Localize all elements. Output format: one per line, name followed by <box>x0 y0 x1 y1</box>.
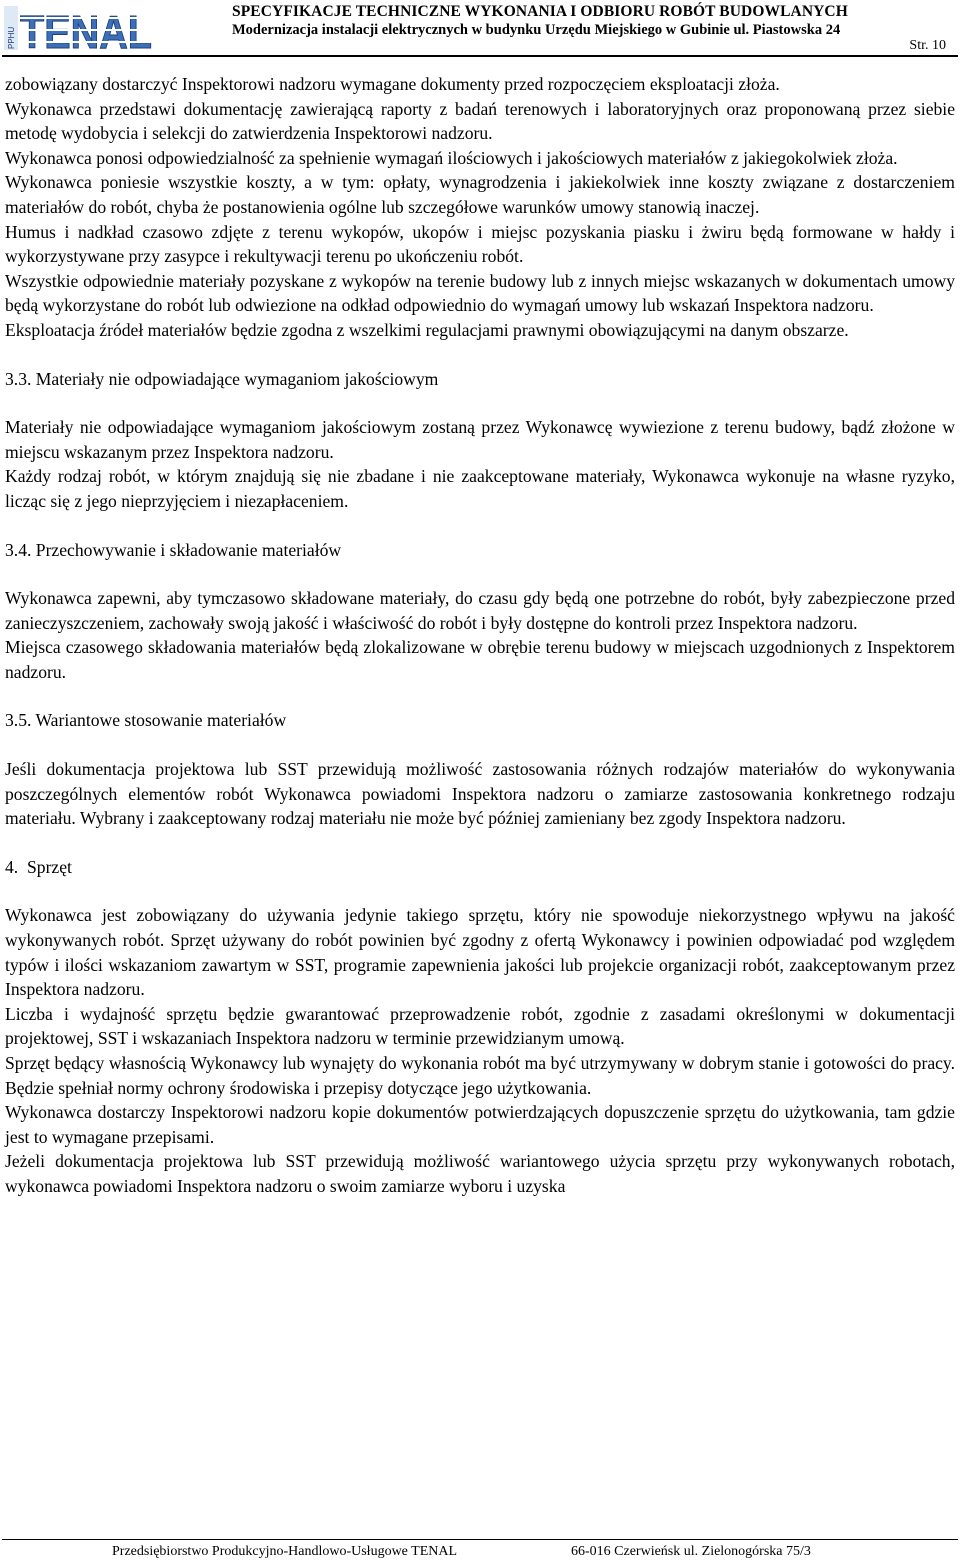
paragraph: Wykonawca poniesie wszystkie koszty, a w tym: opłaty, wynagrodzenia i jakiekolwiek inne koszty związane z dostarczeniem materiałów do robót, chyba że postanowienia ogólne lub szczegółowe warunków umowy stanowią inaczej. <box>5 172 955 217</box>
footer-divider <box>2 1539 958 1540</box>
paragraph: Materiały nie odpowiadające wymaganiom jakościowym zostaną przez Wykonawcę wywiezione z terenu budowy, bądź złożone w miejscu wskazanym przez Inspektora nadzoru. <box>5 417 955 462</box>
paragraph: Wykonawca ponosi odpowiedzialność za spełnienie wymagań ilościowych i jakościowych materiałów z jakiegokolwiek złoża. <box>5 147 898 168</box>
section-heading-3-3: 3.3. Materiały nie odpowiadające wymaganiom jakościowym <box>5 368 439 389</box>
section-heading-4: 4. Sprzęt <box>5 856 72 877</box>
header-subtitle: Modernizacja instalacji elektrycznych w budynku Urzędu Miejskiego w Gubinie ul. Piastowska 24 <box>232 22 841 38</box>
paragraph: Jeżeli dokumentacja projektowa lub SST przewidują możliwość wariantowego użycia sprzętu przy wykonywanych robotach, wykonawca powiadomi Inspektora nadzoru o swoim zamiarze wyboru i uzyska <box>5 1151 955 1196</box>
paragraph: Wszystkie odpowiednie materiały pozyskane z wykopów na terenie budowy lub z innych miejsc wskazanych w dokumentach umowy będą wykorzystane do robót lub odwiezione na odkład odpowiednio do wymagań umowy lub wskazań Inspektora nadzoru. <box>5 270 955 316</box>
paragraph: Eksploatacja źródeł materiałów będzie zgodna z wszelkimi regulacjami prawnymi obowiązującymi na danym obszarze. <box>5 319 849 340</box>
paragraph: Wykonawca zapewni, aby tymczasowo składowane materiały, do czasu gdy będą one potrzebne do robót, były zabezpieczone przed zanieczyszczeniem, zachowały swoją jakość i właściwość do robót i były dostępne do kontroli przez Inspektora nadzoru. <box>5 588 955 633</box>
section-heading-3-5: 3.5. Wariantowe stosowanie materiałów <box>5 710 287 731</box>
paragraph: Wykonawca jest zobowiązany do używania jedynie takiego sprzętu, który nie spowoduje niekorzystnego wpływu na jakość wykonywanych robót. Sprzęt używany do robót powinien być zgodny z ofertą Wykonawcy i powinien odpowiadać pod względem typów i ilości wskazaniom zawartym w SST, programie zapewnienia jakości lub projekcie organizacji robót, zaakceptowanym przez Inspektora nadzoru. <box>5 905 955 1000</box>
page-number: Str. 10 <box>909 38 946 53</box>
document-body <box>5 72 955 1199</box>
paragraph: Wykonawca przedstawi dokumentację zawierającą raporty z badań terenowych i laboratoryjnych oraz proponowaną przez siebie metodę wydobycia i selekcji do zatwierdzenia Inspektorowi nadzoru. <box>5 98 955 144</box>
footer-company: Przedsiębiorstwo Produkcyjno-Handlowo-Usługowe TENAL <box>112 1544 458 1559</box>
paragraph: Wykonawca dostarczy Inspektorowi nadzoru kopie dokumentów potwierdzających dopuszczenie sprzętu do użytkowania, tam gdzie jest to wymagane przepisami. <box>5 1102 955 1147</box>
page-footer <box>0 1534 960 1563</box>
paragraph: Sprzęt będący własnością Wykonawcy lub wynajęty do wykonania robót ma być utrzymywany w dobrym stanie i gotowości do pracy. Będzie spełniał normy ochrony środowiska i przepisy dotyczące jego użytkowania. <box>5 1053 955 1098</box>
paragraph: Humus i nadkład czasowo zdjęte z terenu wykopów, ukopów i miejsc pozyskania piasku i żwiru będą formowane w hałdy i wykorzystywane przy zasypce i rekultywacji terenu po ukończeniu robót. <box>5 221 955 267</box>
header-title: SPECYFIKACJE TECHNICZNE WYKONANIA I ODBIORU ROBÓT BUDOWLANYCH <box>232 3 848 20</box>
paragraph: Liczba i wydajność sprzętu będzie gwarantować przeprowadzenie robót, zgodnie z zasadami określonymi w dokumentacji projektowej, SST i wskazaniach Inspektora nadzoru w terminie przewidzianym umową. <box>5 1003 955 1049</box>
header-divider <box>2 55 958 57</box>
paragraph: Miejsca czasowego składowania materiałów będą zlokalizowane w obrębie terenu budowy w miejscach uzgodnionych z Inspektorem nadzoru. <box>5 637 955 682</box>
paragraph: zobowiązany dostarczyć Inspektorowi nadzoru wymagane dokumenty przed rozpoczęciem eksploatacji złoża. <box>5 74 780 94</box>
logo-side-text: PPHU <box>7 26 16 49</box>
section-heading-3-4: 3.4. Przechowywanie i składowanie materiałów <box>5 539 342 560</box>
page-header <box>0 0 960 56</box>
logo-text: TENAL <box>20 6 152 58</box>
paragraph: Jeśli dokumentacja projektowa lub SST przewidują możliwość zastosowania różnych rodzajów materiałów do wykonywania poszczególnych elementów robót Wykonawca powiadomi Inspektora nadzoru o zamiarze zastosowania konkretnego rodzaju materiału. Wybrany i zaakceptowany rodzaj materiału nie może być później zamieniany bez zgody Inspektora nadzoru. <box>5 759 955 829</box>
footer-address: 66-016 Czerwieńsk ul. Zielonogórska 75/3 <box>571 1544 811 1559</box>
paragraph: Każdy rodzaj robót, w którym znajdują się nie zbadane i nie zaakceptowane materiały, Wykonawca wykonuje na własne ryzyko, licząc się z jego nieprzyjęciem i niezapłaceniem. <box>5 466 955 511</box>
tenal-logo <box>4 4 154 58</box>
